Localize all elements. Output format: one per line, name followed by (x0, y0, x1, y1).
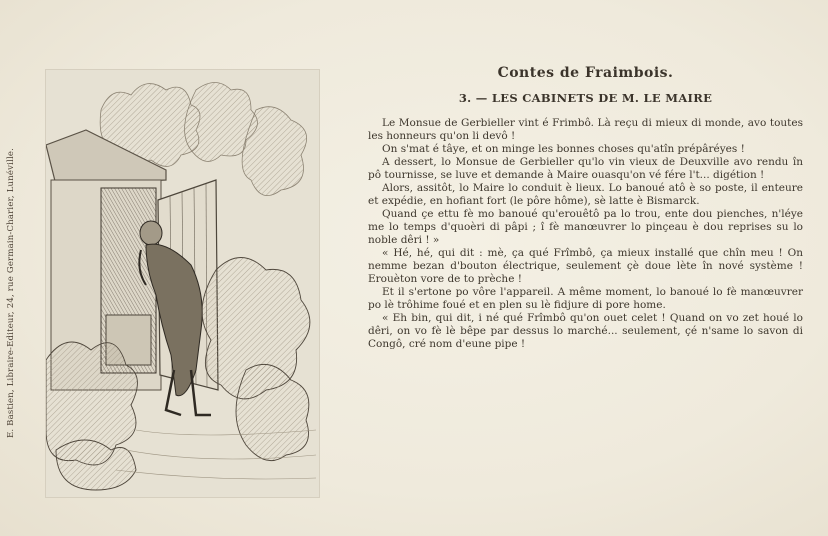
story-paragraph: A dessert, lo Monsue de Gerbieller qu'lo vin vieux de Deuxville avo rendu în pô tournisse, se luve et demande à Maire ouasqu'on vé fére l't... digétion ! (368, 156, 803, 181)
story-paragraph: Alors, assitôt, lo Maire lo conduit è lieux. Lo banoué atô è so poste, il enteure et expédie, en hofiant fort (le pôre hôme), sè latte è Bismarck. (368, 182, 803, 207)
illustration-drawing (46, 70, 319, 497)
chapter-title: 3. — LES CABINETS DE M. LE MAIRE (458, 91, 713, 105)
story-paragraph: Quand çe ettu fè mo banoué qu'erouêtô pa lo trou, ente dou pienches, n'léye me lo temps d'quoèri di pâpi ; î fè manœuvrer lo pinçeau è dou reprises su lo noble dêri ! » (368, 208, 803, 246)
story-paragraph: « Eh bin, qui dit, i né qué Frîmbô qu'on ouet celet ! Quand on vo zet houé lo dêri, on vo fè lè bêpe par dessus lo marché... seulement, çé n'same lo savon di Congô, cré nom d'eune pipe ! (368, 312, 803, 350)
publisher-credit (2, 95, 20, 490)
illustration (46, 70, 319, 497)
story-paragraph: « Hé, hé, qui dit : mè, ça qué Frîmbô, ça mieux installé que chîn meu ! On nemme bezan d'bouton électrique, seulement çè doue lète în nové système ! Erouèton vore de to prèche ! (368, 247, 803, 285)
series-title: Contes de Fraimbois. (497, 65, 674, 81)
publisher-credit-text: E. Bastien, Libraire-Editeur, 24, rue Germain-Charier, Lunéville. (6, 147, 17, 438)
story-paragraph: Et il s'ertone po vôre l'appareil. A même moment, lo banoué lo fè manœuvrer po lè trôhime foué et en plen su lè fidjure di pore home. (368, 286, 803, 311)
story-paragraph: On s'mat é tâye, et on minge les bonnes choses qu'atîn prépâréyes ! (382, 143, 745, 155)
story-text-column (368, 60, 803, 460)
story-paragraph: Le Monsue de Gerbieller vint é Frimbô. Là reçu di mieux di monde, avo toutes les honneurs qu'on li devô ! (368, 117, 803, 142)
story-body (368, 117, 803, 351)
